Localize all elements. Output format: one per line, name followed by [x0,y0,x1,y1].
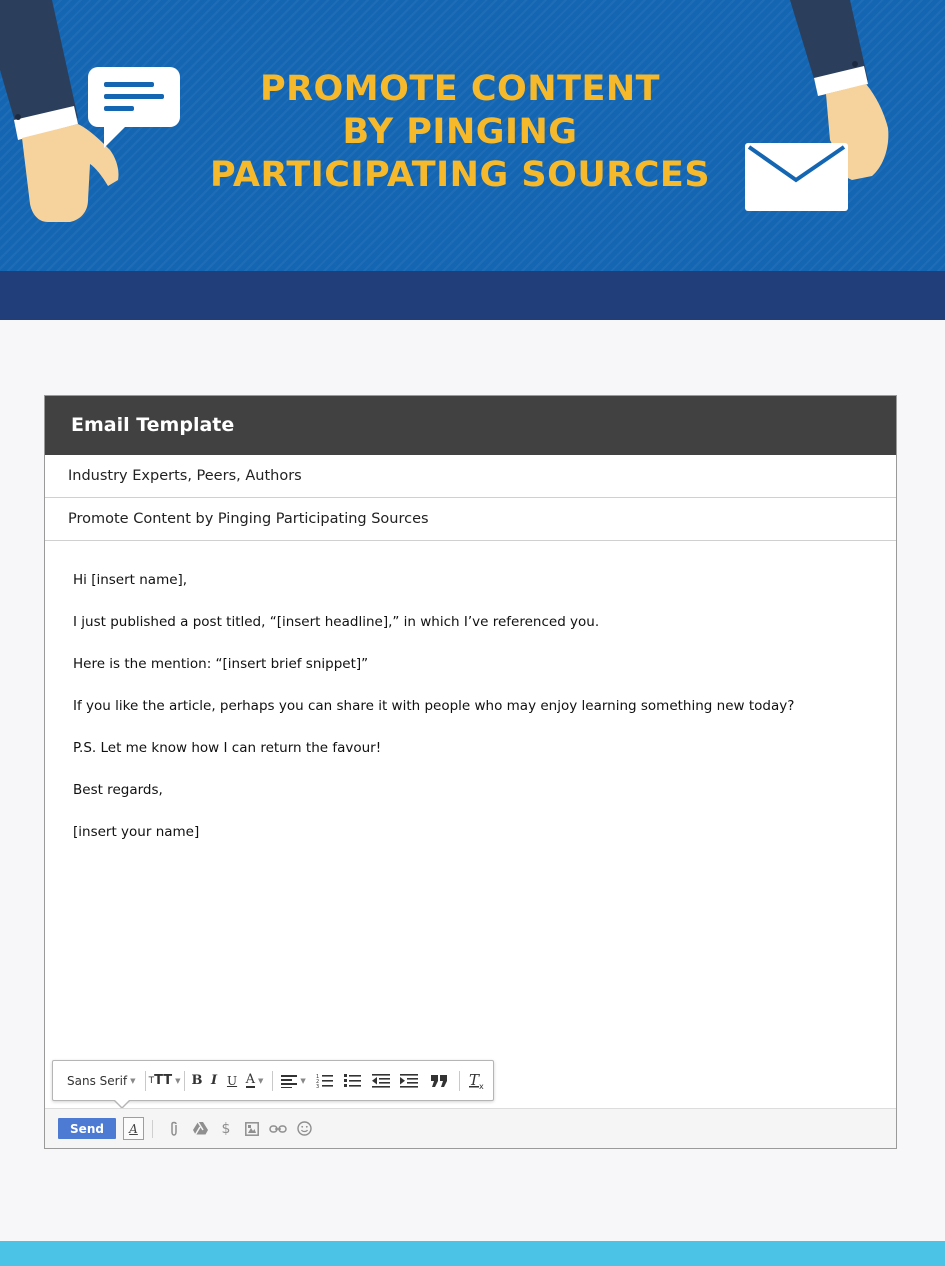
text-color-button[interactable] [242,1069,268,1093]
remove-formatting-icon [469,1072,487,1090]
align-icon [281,1074,297,1088]
link-icon [269,1124,287,1134]
italic-button[interactable]: I [210,1073,218,1088]
emoji-icon [297,1121,312,1136]
headline-line: PARTICIPATING SOURCES [209,155,711,195]
footer-strip [0,1241,945,1266]
chevron-down-icon: ▼ [258,1076,264,1085]
body-line: Best regards, [73,782,163,798]
toolbar-divider [459,1071,460,1091]
indent-more-icon [400,1074,418,1088]
svg-text:3: 3 [316,1083,320,1089]
remove-formatting-button[interactable] [464,1069,492,1093]
indent-less-button[interactable] [367,1069,395,1093]
numbered-list-icon [316,1073,333,1089]
message-body[interactable] [45,541,896,864]
toolbar-divider [184,1071,185,1091]
email-compose-window [44,395,897,1149]
headline-line: PROMOTE CONTENT [259,69,661,109]
indent-less-icon [372,1074,390,1088]
banner-headline [150,68,770,197]
money-icon[interactable]: $ [221,1120,231,1137]
text-color-icon: A [245,1072,256,1087]
chevron-down-icon: ▼ [175,1076,181,1085]
font-size-icon: T [148,1075,155,1086]
drive-icon [193,1122,208,1135]
emoji-button[interactable] [291,1118,317,1140]
headline-line: BY PINGING [342,112,578,152]
window-title: Email Template [45,396,896,455]
svg-text:T: T [468,1071,479,1089]
banner-band [0,271,945,320]
recipients-field[interactable]: Industry Experts, Peers, Authors [45,455,896,498]
attach-icon [169,1121,179,1137]
body-line: I just published a post titled, “[insert headline],” in which I’ve referenced you. [73,614,600,630]
body-line: Hi [insert name], [73,572,188,588]
toolbar-divider [272,1071,273,1091]
chevron-down-icon: ▼ [130,1076,136,1085]
bulleted-list-button[interactable] [339,1069,367,1093]
header-banner [0,0,945,271]
formatting-toolbar [52,1060,494,1101]
svg-text:1: 1 [316,1073,320,1080]
body-line: If you like the article, perhaps you can share it with people who may enjoy learning something new today? [73,698,795,714]
compose-action-bar [45,1108,896,1148]
font-family-select[interactable] [61,1069,141,1093]
font-family-label: Sans Serif [67,1073,128,1088]
subject-field[interactable]: Promote Content by Pinging Participating Sources [45,498,896,541]
chevron-down-icon: ▼ [300,1076,306,1085]
quote-icon [431,1075,447,1087]
bold-button[interactable]: B [191,1073,203,1088]
font-size-label: TT [154,1073,173,1088]
indent-more-button[interactable] [395,1069,423,1093]
svg-text:x: x [478,1081,484,1090]
photo-icon [245,1122,259,1136]
toolbar-divider [152,1120,153,1138]
attach-button[interactable] [161,1118,187,1140]
body-line: Here is the mention: “[insert brief snippet]” [73,656,369,672]
body-line: P.S. Let me know how I can return the favour! [73,740,382,756]
link-button[interactable] [265,1118,291,1140]
drive-button[interactable] [187,1118,213,1140]
toolbar-divider [145,1071,146,1091]
body-line: [insert your name] [73,824,200,840]
photo-button[interactable] [239,1118,265,1140]
numbered-list-button[interactable] [311,1069,339,1093]
send-button[interactable]: Send [58,1118,116,1139]
quote-button[interactable] [423,1069,455,1093]
svg-text:2: 2 [316,1078,320,1085]
formatting-options-button[interactable]: A [123,1117,144,1140]
font-size-button[interactable] [150,1069,180,1093]
align-button[interactable] [277,1069,311,1093]
bulleted-list-icon [344,1073,361,1088]
underline-button[interactable]: U [226,1073,238,1088]
